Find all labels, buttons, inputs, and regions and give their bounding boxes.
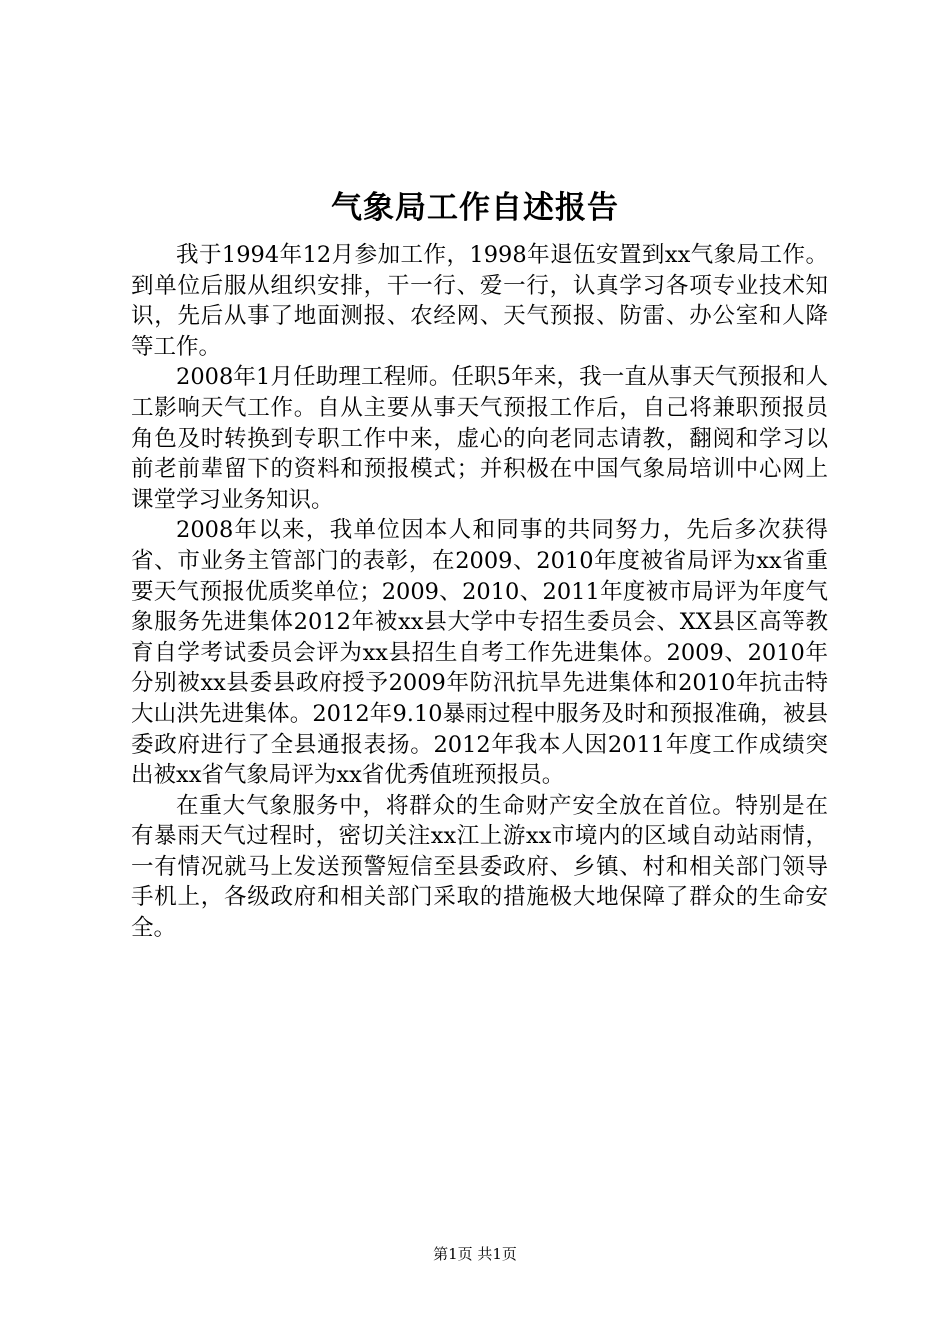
document-title: 气象局工作自述报告 [331, 190, 619, 226]
page-footer: 第1页 共1页 [433, 1245, 517, 1263]
paragraph-4: 在重大气象服务中，将群众的生命财产安全放在首位。特别是在有暴雨天气过程时，密切关注xx江上游xx市境内的区域自动站雨情，一有情况就马上发送预警短信至县委政府、乡镇、村和相关部门领导手机上，各级政府和相关部门采取的措施极大地保障了群众的生命安全。 [131, 792, 828, 942]
paragraph-3: 2008年以来，我单位因本人和同事的共同努力，先后多次获得省、市业务主管部门的表彰，在2009、2010年度被省局评为xx省重要天气预报优质奖单位；2009、2010、2011年度被市局评为年度气象服务先进集体2012年被xx县大学中专招生委员会、XX县区高等教育自学考试委员会评为xx县招生自考工作先进集体。2009、2010年分别被xx县委县政府授予2009年防汛抗旱先进集体和2010年抗击特大山洪先进集体。2012年9.10暴雨过程中服务及时和预报准确，被县委政府进行了全县通报表扬。2012年我本人因2011年度工作成绩突出被xx省气象局评为xx省优秀值班预报员。 [131, 517, 828, 789]
paragraph-2: 2008年1月任助理工程师。任职5年来，我一直从事天气预报和人工影响天气工作。自从主要从事天气预报工作后，自己将兼职预报员角色及时转换到专职工作中来，虚心的向老同志请教，翻阅和学习以前老前辈留下的资料和预报模式；并积极在中国气象局培训中心网上课堂学习业务知识。 [131, 364, 828, 513]
document-body [131, 240, 828, 944]
paragraph-1: 我于1994年12月参加工作，1998年退伍安置到xx气象局工作。到单位后服从组织安排，干一行、爱一行，认真学习各项专业技术知识，先后从事了地面测报、农经网、天气预报、防雷、办公室和人降等工作。 [131, 242, 828, 360]
